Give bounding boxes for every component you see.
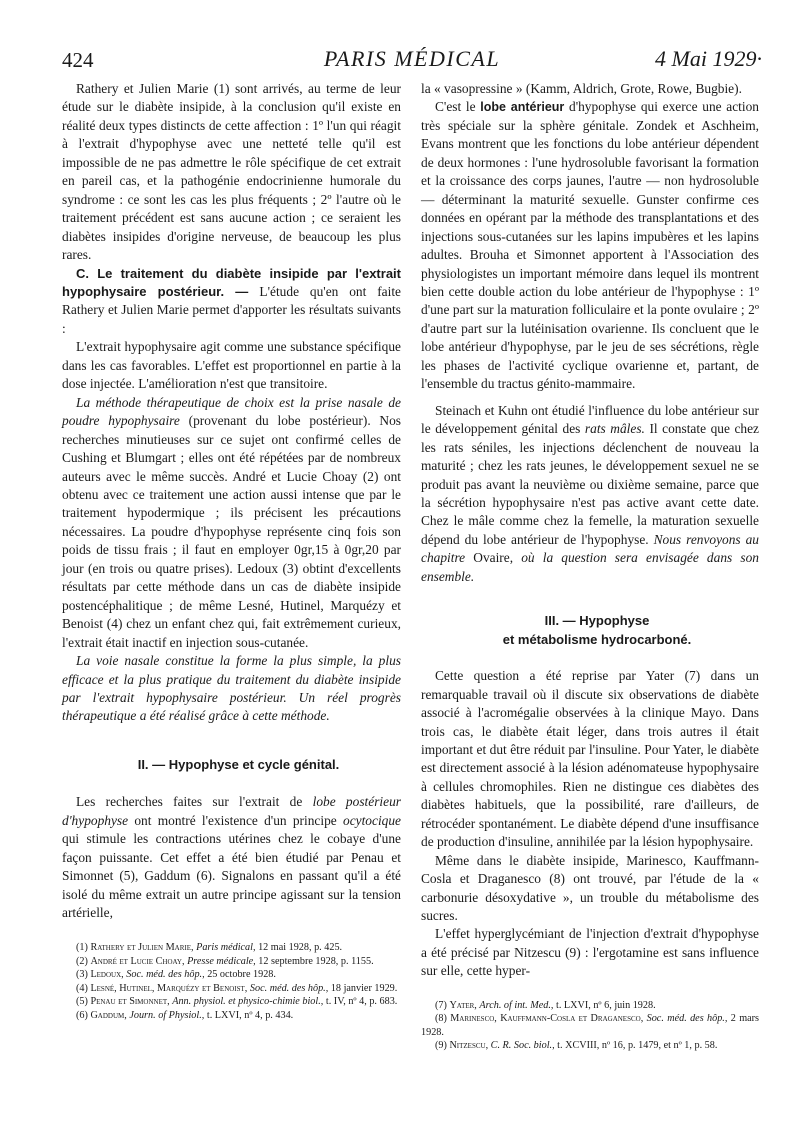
section-c-heading: C. Le traitement du diabète insipide par l'extrait hypophysaire postérieur. — L'étude qu'en ont faite Rathery et Julien Marie permet d'apporter les résultats suivants : <box>62 265 401 336</box>
right-column <box>421 80 759 1052</box>
footnote-3: (3) Ledoux, Soc. méd. des hôp., 25 octobre 1928. <box>76 969 276 981</box>
paragraph-italic: La voie nasale constitue la forme la plus simple, la plus efficace et la plus pratique du traitement du diabète insipide par l'extrait hypophysaire postérieur. Un réel progrès thérapeutique a été réalisé grâce à cette méthode. <box>62 653 401 724</box>
paragraph: Rathery et Julien Marie (1) sont arrivés, au terme de leur étude sur le diabète insipide, à la conclusion qu'il existe en réalité deux types distincts de cette affection : 1º l'un qui réagit à l'extrait d'hypophyse avec une netteté telle qu'il est impossible de ne pas admettre le rôle spécifique de cet extrait en pareil cas, et la pathogénie endocrinienne humorale du syndrome : ce sont les cas les plus fréquents ; 2º l'autre où le traitement précédent est sans aucune action ; ce seraient les diabètes insipides d'origine nerveuse, de beaucoup les plus rares. <box>62 81 401 263</box>
paragraph: L'effet hyperglycémiant de l'injection d'extrait d'hypophyse a été précisé par Nitzescu (9) : l'ergotamine est sans influence sur elle, cette hyper- <box>421 926 759 979</box>
footnote-4: (4) Lesné, Hutinel, Marquézy et Benoist, Soc. méd. des hôp., 18 janvier 1929. <box>76 982 398 994</box>
footnote-1: (1) Rathery et Julien Marie, Paris médical, 12 mai 1928, p. 425. <box>76 942 343 954</box>
paragraph: C'est le lobe antérieur d'hypophyse qui exerce une action très spéciale sur la sphère génitale. Zondek et Aschheim, Evans montrent que les fonctions du lobe antérieur dépendent de deux hormones : l'une hydrosoluble favorisant la formation et la croissance des corps jaunes, l'autre — non hydrosoluble — déterminant la maturité sexuelle. Gunster confirme ces données en opérant par la méthode des transplantations et des injections sous-cutanées sur les lapins impubères et les lapins adultes. Brouha et Simonnet apportent à l'Association des physiologistes un important mémoire dans lequel ils montrent bien cette double action du lobe antérieur de l'hypophyse : 1º d'une part sur la maturation folliculaire et la ponte ovulaire ; 2º d'autre part sur la lutéinisation ovarienne. Ils concluent que le lobe antérieur d'hypophyse, par le jeu de ses sécrétions, règle les phases de l'activité cyclique ovarienne et, partant, de l'ensemble du tractus génito-mammaire. <box>421 99 759 392</box>
paragraph: la « vasopressine » (Kamm, Aldrich, Grote, Rowe, Bugbie). <box>421 81 742 96</box>
page-number: 424 <box>62 48 94 72</box>
journal-title: PARIS MÉDICAL <box>323 46 501 71</box>
issue-date: 4 Mai 1929· <box>655 46 762 71</box>
left-column <box>62 80 401 1022</box>
footnote-6: (6) Gaddum, Journ. of Physiol., t. LXVI, nº 4, p. 434. <box>76 1009 294 1021</box>
paragraph: Cette question a été reprise par Yater (7) dans un remarquable travail où il discute six observations de diabète associé à l'acromégalie observées à la clinique Mayo. Dans trois cas, le diabète était léger, dans trois autres il était important et dut être réduit par l'insuline. Pour Yater, le diabète est directement associé à la lésion adénomateuse hypophysaire à cellules chromophiles. Rien ne distingue ces diabètes des diabètes habituels, que la possibilité, rare d'ailleurs, de rétrocéder spontanément. Le diabète dépend d'une insuffisance de production d'insuline, annihilée par la lésion hypophysaire. <box>421 668 759 850</box>
paragraph: La méthode thérapeutique de choix est la prise nasale de poudre hypophysaire (provenant du lobe postérieur). Nos recherches minutieuses sur ce sujet ont confirmé celles de Cushing et Blumgart ; elles ont été répétées par de nombreux auteurs avec le même succès. André et Lucie Choay (2) ont obtenu avec ce traitement une action aussi intense que par le traitement hypodermique ; ils précisent les précautions nécessaires. La poudre d'hypophyse représente cinq fois son poids de tissu frais ; il faut en employer 0gr,15 à 0gr,20 par jour (en trois ou quatre prises). Ledoux (3) obtint d'excellents résultats par cette méthode dans un cas de diabète insipide postencéphalitique ; de même Lesné, Hutinel, Marquézy et Benoist (4) chez un enfant chez qui, fait extrêmement curieux, l'extrait était inactif en injection sous-cutanée. <box>62 394 401 650</box>
paragraph: Même dans le diabète insipide, Marinesco, Kauffmann-Cosla et Draganesco (8) ont trouvé, par l'étude de la « carbonurie désoxydative », un trouble du métabolisme des sucres. <box>421 852 759 924</box>
paragraph: Les recherches faites sur l'extrait de lobe postérieur d'hypophyse ont montré l'existence d'un principe ocytocique qui stimule les contractions utérines chez le cobaye d'une façon puissante. Cet effet a été bien étudié par Penau et Simonnet (5), Gaddum (6). Signalons en passant qu'il a été isolé du même extrait un autre principe agissant sur la tension artérielle, <box>62 794 401 921</box>
section-heading-3-sub: et métabolisme hydrocarboné. <box>502 631 692 647</box>
footnote-8: (8) Marinesco, Kauffmann-Cosla et Draganesco, Soc. méd. des hôp., 2 mars 1928. <box>421 1013 759 1038</box>
section-heading-2: II. — Hypophyse et cycle génital. <box>137 756 340 772</box>
footnote-7: (7) Yater, Arch. of int. Med., t. LXVI, nº 6, juin 1928. <box>435 999 656 1011</box>
footnote-2: (2) André et Lucie Choay, Presse médicale, 12 septembre 1928, p. 1155. <box>76 955 374 967</box>
footnote-9: (9) Nitzescu, C. R. Soc. biol., t. XCVIII, nº 16, p. 1479, et nº 1, p. 58. <box>435 1040 718 1052</box>
paragraph: L'extrait hypophysaire agit comme une substance spécifique dans les cas favorables. L'effet est proportionnel en partie à la dose injectée. L'amélioration n'est que transitoire. <box>62 339 401 392</box>
footnote-5: (5) Penau et Simonnet, Ann. physiol. et physico-chimie biol., t. IV, nº 4, p. 683. <box>76 996 398 1008</box>
paragraph: Steinach et Kuhn ont étudié l'influence du lobe antérieur sur le développement génital des rats mâles. Il constate que chez les rats séniles, les injections déclenchent de nouveau la maturité ; chez les rats jeunes, le développement sexuel ne se produit pas avant la neuvième ou dixième semaine, parce que la sécrétion hypophysaire n'est pas active avant cette date. Chez le mâle comme chez la femelle, la maturation sexuelle dépend du lobe antérieur de l'hypophyse. Nous renvoyons au chapitre Ovaire, où la question sera envisagée dans son ensemble. <box>421 402 759 584</box>
section-heading-3: III. — Hypophyse <box>544 613 650 629</box>
page-header <box>62 44 762 78</box>
